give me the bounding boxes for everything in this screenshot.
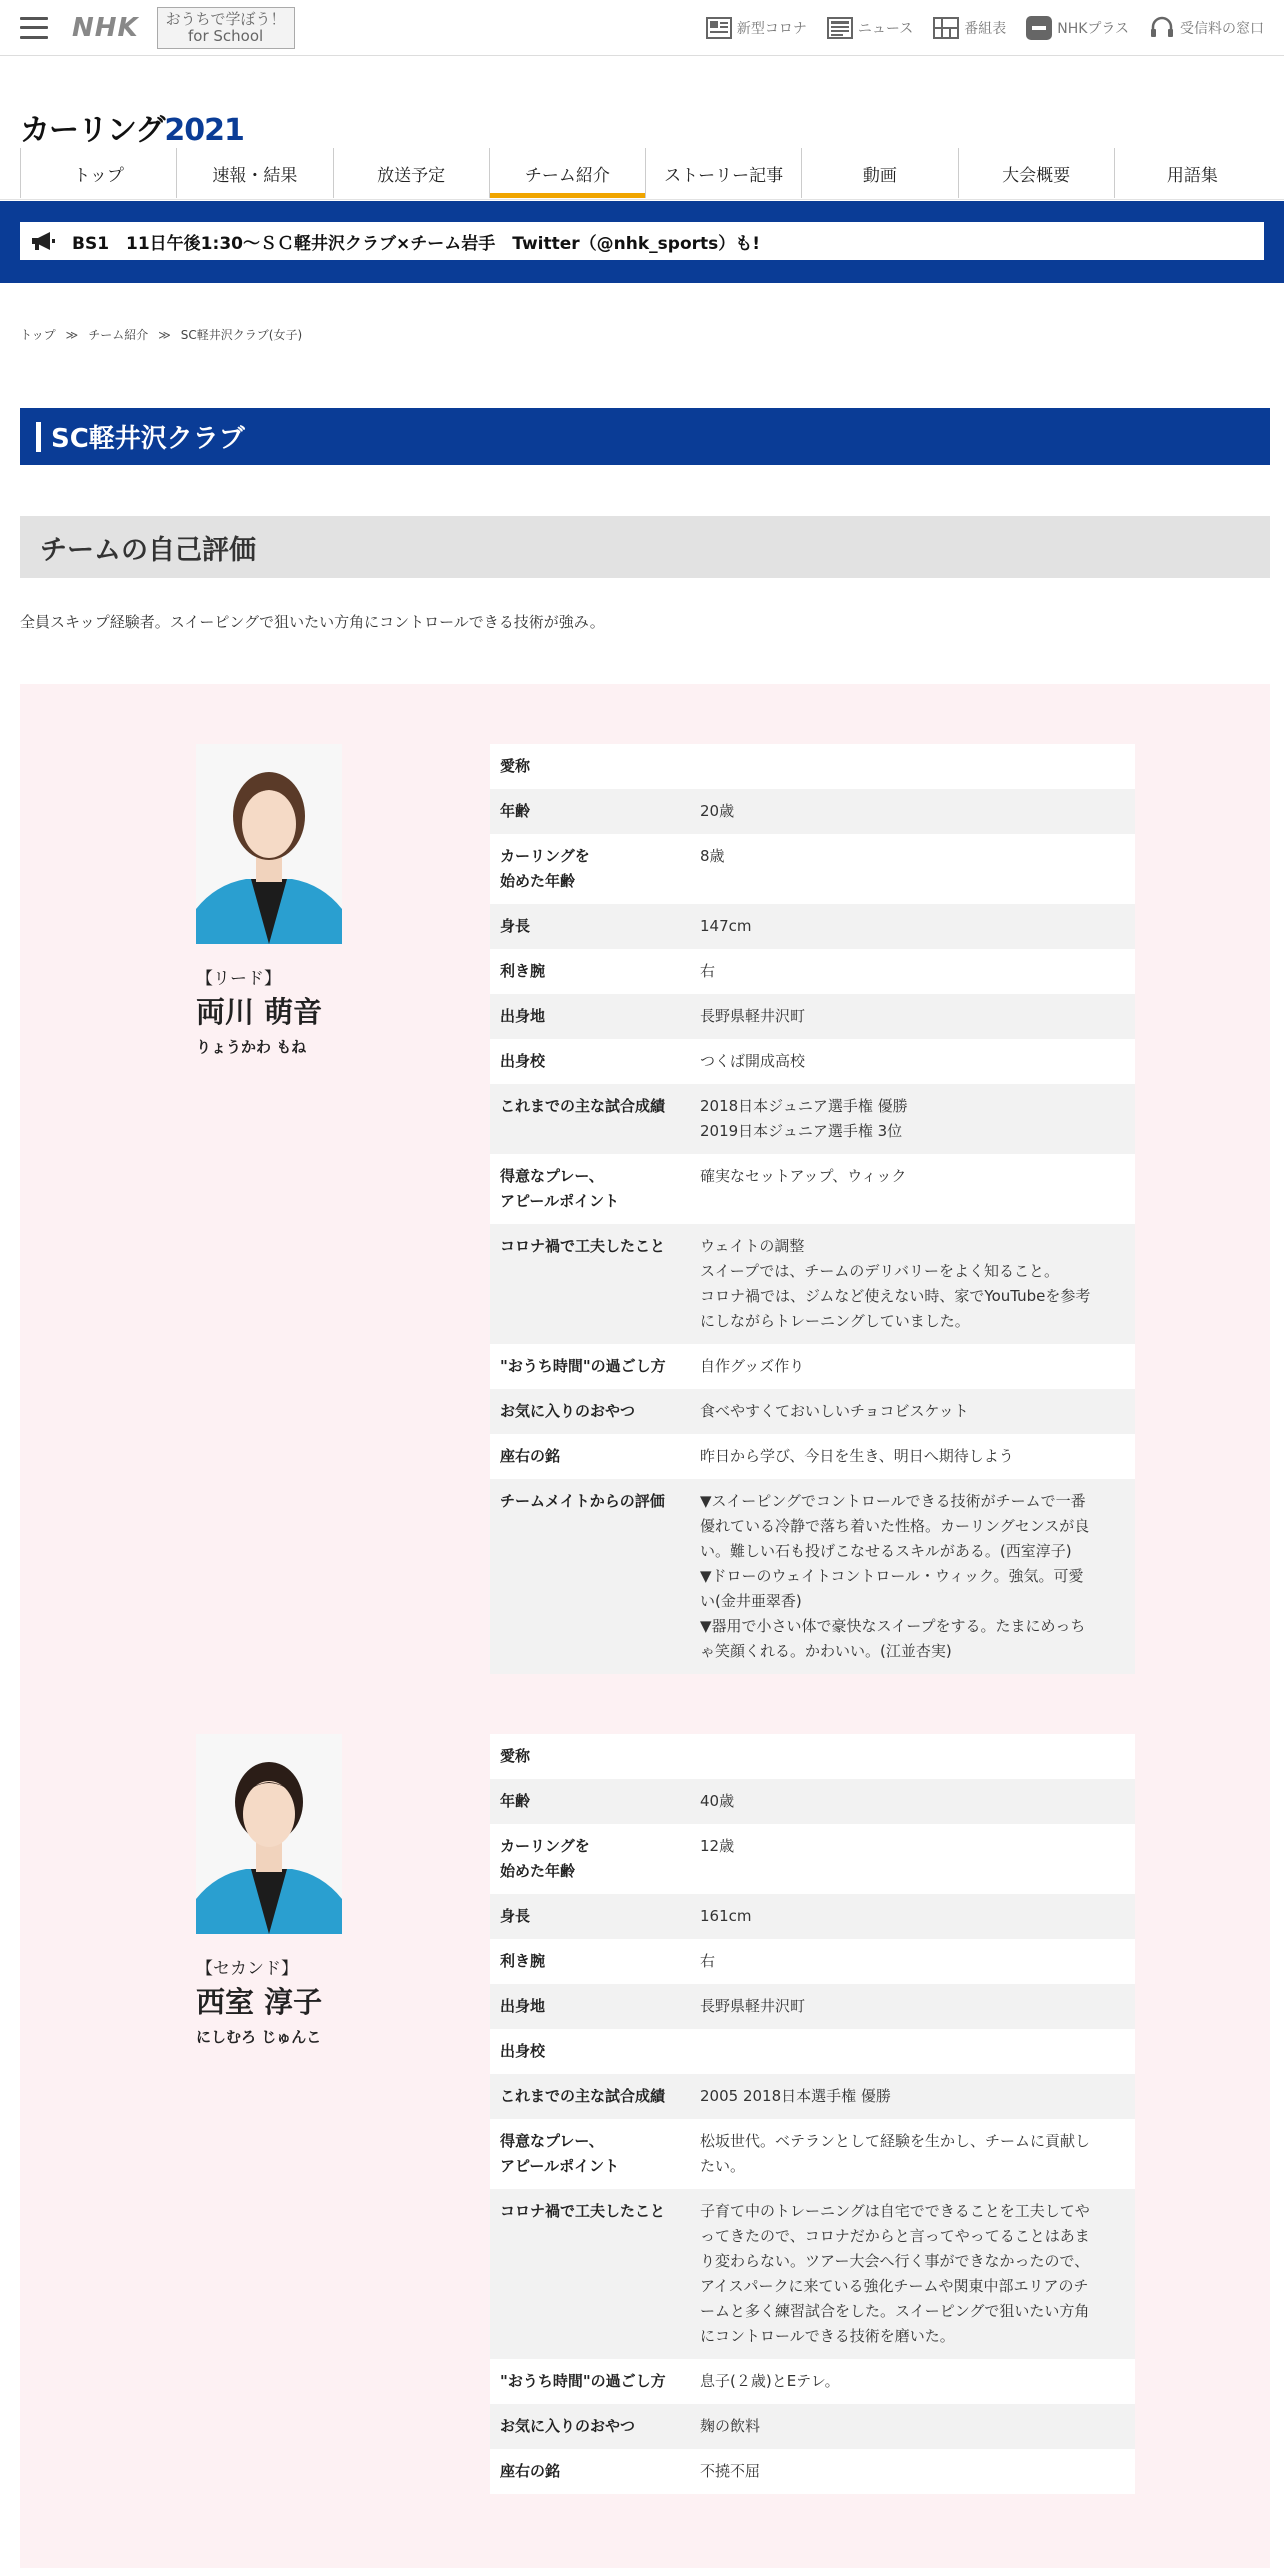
profile-field-value: 昨日から学び、今日を生き、明日へ期待しよう <box>690 1434 1135 1479</box>
table-row <box>490 2189 1135 2359</box>
table-row <box>490 1154 1135 1224</box>
top-links <box>706 16 1264 40</box>
team-heading <box>20 408 1270 465</box>
top-bar <box>0 0 1284 56</box>
profile-field-value: 2018日本ジュニア選手権 優勝 2019日本ジュニア選手権 3位 <box>690 1084 1135 1154</box>
nav-stories[interactable]: ストーリー記事 <box>645 148 801 198</box>
profile-field-label: これまでの主な試合成績 <box>490 1084 690 1154</box>
breadcrumb-current: SC軽井沢クラブ(女子) <box>180 328 303 342</box>
link-fee-label: 受信料の窓口 <box>1180 20 1264 37</box>
nav-videos[interactable]: 動画 <box>801 148 957 198</box>
table-row <box>490 1224 1135 1344</box>
table-row <box>490 1824 1135 1894</box>
player-name: 両川 萌音 <box>196 995 323 1029</box>
profile-field-label: 身長 <box>490 1894 690 1939</box>
profile-field-value: 12歳 <box>690 1824 1135 1894</box>
profile-field-value: 麹の飲料 <box>690 2404 1135 2449</box>
profile-field-label: 利き腕 <box>490 949 690 994</box>
profile-field-value: 右 <box>690 949 1135 994</box>
table-row <box>490 1039 1135 1084</box>
link-corona[interactable] <box>706 16 807 40</box>
link-schedule[interactable] <box>933 16 1006 40</box>
headset-icon <box>1149 16 1175 40</box>
newspaper-icon <box>827 16 853 40</box>
profile-field-label: 年齢 <box>490 789 690 834</box>
profile-field-value: 右 <box>690 1939 1135 1984</box>
news-doc-icon <box>706 16 732 40</box>
profile-field-label: カーリングを 始めた年齢 <box>490 1824 690 1894</box>
player-position: 【リード】 <box>196 969 281 989</box>
profile-field-value: 不撓不屈 <box>690 2449 1135 2494</box>
profile-field-label: 出身地 <box>490 1984 690 2029</box>
profile-field-label: これまでの主な試合成績 <box>490 2074 690 2119</box>
table-row <box>490 2029 1135 2074</box>
profile-field-value: 長野県軽井沢町 <box>690 994 1135 1039</box>
profile-field-label: 愛称 <box>490 744 690 789</box>
nav-broadcast[interactable]: 放送予定 <box>333 148 489 198</box>
link-nhkplus-label: NHKプラス <box>1057 20 1129 37</box>
players-section <box>20 684 1270 2568</box>
menu-icon[interactable] <box>20 17 48 39</box>
table-row <box>490 1389 1135 1434</box>
table-row <box>490 1084 1135 1154</box>
profile-field-label: 出身校 <box>490 2029 690 2074</box>
table-row <box>490 2404 1135 2449</box>
profile-field-label: お気に入りのおやつ <box>490 1389 690 1434</box>
site-title[interactable] <box>20 105 244 149</box>
site-title-main: カーリング <box>20 112 165 148</box>
table-row <box>490 744 1135 789</box>
link-corona-label: 新型コロナ <box>736 20 807 37</box>
announcement-bar <box>0 201 1284 283</box>
player-photo <box>196 744 342 944</box>
self-eval-title: チームの自己評価 <box>40 534 256 566</box>
announcement-text: BS1 11日午後1:30～ＳＣ軽井沢クラブ×チーム岩手 Twitter（@nhk_sports）も! <box>72 233 761 254</box>
table-row <box>490 1734 1135 1779</box>
school-button[interactable] <box>157 7 295 49</box>
link-fee[interactable] <box>1149 16 1264 40</box>
table-row <box>490 1344 1135 1389</box>
profile-field-label: 得意なプレー、 アピールポイント <box>490 1154 690 1224</box>
profile-field-value: 松坂世代。ベテランとして経験を生かし、チームに貢献し たい。 <box>690 2119 1135 2189</box>
table-row <box>490 1779 1135 1824</box>
profile-field-label: "おうち時間"の過ごし方 <box>490 2359 690 2404</box>
breadcrumb <box>20 326 302 343</box>
profile-field-label: 愛称 <box>490 1734 690 1779</box>
table-row <box>490 1434 1135 1479</box>
double-chevron-right-icon: ≫ <box>65 327 79 342</box>
profile-field-label: チームメイトからの評価 <box>490 1479 690 1674</box>
nav-results[interactable]: 速報・結果 <box>176 148 332 198</box>
profile-field-value: ▼スイーピングでコントロールできる技術がチームで一番 優れている冷静で落ち着いた性格。カーリングセンスが良 い。難しい石も投げこなせるスキルがある。(西室淳子) ▼ドローのウェイトコントロール・ウィック。強気。可愛 い(金井亜翠香) ▼器用で小さい体で豪快なスイープをする。たまにめっち ゃ笑顔くれる。かわいい。(江並杏実) <box>690 1479 1135 1674</box>
player-kana: りょうかわ もね <box>196 1038 307 1056</box>
table-row <box>490 2449 1135 2494</box>
link-nhkplus[interactable] <box>1026 16 1129 40</box>
profile-field-label: 座右の銘 <box>490 1434 690 1479</box>
nhk-plus-icon <box>1026 16 1052 40</box>
profile-field-value: 確実なセットアップ、ウィック <box>690 1154 1135 1224</box>
table-row <box>490 1984 1135 2029</box>
profile-field-label: 得意なプレー、 アピールポイント <box>490 2119 690 2189</box>
breadcrumb-teams[interactable]: チーム紹介 <box>88 328 149 342</box>
profile-field-value: 161cm <box>690 1894 1135 1939</box>
team-name: SC軽井沢クラブ <box>51 424 245 454</box>
player-kana: にしむろ じゅんこ <box>196 2028 322 2046</box>
table-row <box>490 789 1135 834</box>
table-row <box>490 1894 1135 1939</box>
profile-field-label: 利き腕 <box>490 1939 690 1984</box>
profile-field-label: "おうち時間"の過ごし方 <box>490 1344 690 1389</box>
profile-field-value: 20歳 <box>690 789 1135 834</box>
player-profile-table <box>490 744 1135 1674</box>
table-row <box>490 994 1135 1039</box>
profile-field-value <box>690 744 1135 789</box>
profile-field-value: 147cm <box>690 904 1135 949</box>
nav-teams[interactable]: チーム紹介 <box>489 148 645 198</box>
profile-field-label: お気に入りのおやつ <box>490 2404 690 2449</box>
megaphone-icon <box>30 231 56 251</box>
heading-accent <box>36 422 41 452</box>
profile-field-value: 8歳 <box>690 834 1135 904</box>
school-label-1: おうちで学ぼう！ <box>165 9 286 28</box>
table-row <box>490 1939 1135 1984</box>
profile-field-value: 子育て中のトレーニングは自宅でできることを工夫してや ってきたので、コロナだからと言ってやってることはあま り変わらない。ツアー大会へ行く事ができなかったので、 アイスパークに来ている強化チームや関東中部エリアのチ ームと多く練習試合をした。スイーピングで狙いたい方角 にコントロールできる技術を磨いた。 <box>690 2189 1135 2359</box>
profile-field-value <box>690 2029 1135 2074</box>
table-row <box>490 834 1135 904</box>
table-row <box>490 949 1135 994</box>
profile-field-label: 出身校 <box>490 1039 690 1084</box>
profile-field-label: 座右の銘 <box>490 2449 690 2494</box>
player-profile-table <box>490 1734 1135 2494</box>
nav-top[interactable]: トップ <box>20 148 176 198</box>
profile-field-value: 息子(２歳)とEテレ。 <box>690 2359 1135 2404</box>
profile-field-value: ウェイトの調整 スイープでは、チームのデリバリーをよく知ること。 コロナ禍では、ジムなど使えない時、家でYouTubeを参考 にしながらトレーニングしていました。 <box>690 1224 1135 1344</box>
profile-field-value <box>690 1734 1135 1779</box>
nhk-logo[interactable]: NHK <box>72 12 139 43</box>
school-label-2: for School <box>188 26 264 45</box>
profile-field-label: 身長 <box>490 904 690 949</box>
grid-schedule-icon <box>933 16 959 40</box>
player-name: 西室 淳子 <box>196 1985 323 2019</box>
table-row <box>490 2359 1135 2404</box>
profile-field-value: つくば開成高校 <box>690 1039 1135 1084</box>
table-row <box>490 1479 1135 1674</box>
self-eval-text: 全員スキップ経験者。スイーピングで狙いたい方角にコントロールできる技術が強み。 <box>20 613 605 631</box>
link-news-label: ニュース <box>857 20 914 37</box>
profile-field-value: 食べやすくておいしいチョコビスケット <box>690 1389 1135 1434</box>
nav-overview[interactable]: 大会概要 <box>958 148 1114 198</box>
player-position: 【セカンド】 <box>196 1959 298 1979</box>
profile-field-value: 長野県軽井沢町 <box>690 1984 1135 2029</box>
table-row <box>490 2074 1135 2119</box>
announcement-link[interactable] <box>20 222 1264 260</box>
double-chevron-right-icon: ≫ <box>158 327 171 342</box>
profile-field-value: 40歳 <box>690 1779 1135 1824</box>
table-row <box>490 904 1135 949</box>
profile-field-label: コロナ禍で工夫したこと <box>490 2189 690 2359</box>
table-row <box>490 2119 1135 2189</box>
profile-field-value: 自作グッズ作り <box>690 1344 1135 1389</box>
link-schedule-label: 番組表 <box>964 20 1007 37</box>
profile-field-value: 2005 2018日本選手権 優勝 <box>690 2074 1135 2119</box>
profile-field-label: 年齢 <box>490 1779 690 1824</box>
breadcrumb-top[interactable]: トップ <box>20 328 56 342</box>
main-nav <box>20 148 1270 198</box>
site-title-year: 2021 <box>164 112 244 148</box>
player-photo <box>196 1734 342 1934</box>
profile-field-label: カーリングを 始めた年齢 <box>490 834 690 904</box>
nav-glossary[interactable]: 用語集 <box>1114 148 1270 198</box>
profile-field-label: 出身地 <box>490 994 690 1039</box>
profile-field-label: コロナ禍で工夫したこと <box>490 1224 690 1344</box>
self-eval-heading <box>20 516 1270 578</box>
link-news[interactable] <box>827 16 913 40</box>
